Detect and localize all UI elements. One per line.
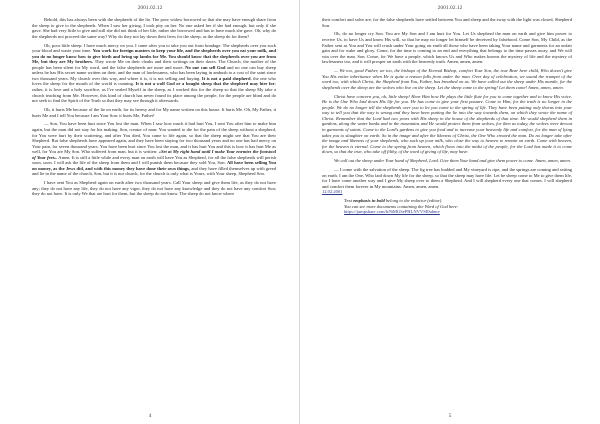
paragraph-text: and no one can buy sheep unless he has His secret name written on their, and the man of lawlessness, who has been laying in ambush to a cost of the saint since two thousand years. My church over this way, and where it is, it is not selling and buying. (32, 64, 276, 81)
page-header: 2001.02.12 (137, 5, 163, 11)
documents-link[interactable]: https://jumpshare.com/b/8tMGSePHLNVVSI0ubmv (344, 209, 440, 215)
paragraph-text: , the one who loves the sheep for the mouth of the world is cunning. (32, 75, 276, 87)
paragraph-text: — I come with the salvation of the sheep. The fig tree has budded and My vineyard is ripe, and the springs are coming and setting on earth. I am the One, Who laid down My life for the sheep, so that the sheep may have life. Let be sheep come to Me to give them life, for I have come another way and I give My sheep over to them a Shepherd. And I will shepherd every one that comes. I will shepherd and comfort them forever in My mountains. Amen, amen, amen. (322, 167, 572, 189)
paragraph-text: — Son, You have been hurt since You lost the man. When I saw how much it had hurt You, I sent You after him to make him again, but the man did not stay for his making. Son, creator of man: You wanted to die for the pain of the sheep without a shepherd, for You were hurt by their scattering, and after You died, You came to life again, so that the sheep might see that You are their Shepherd. But false shepherds have appeared again, and they have been staying for two thousand years and no one has had mercy on Your pain, for seven thousand years. You have been hurt since You lost the man, and it has hurt You and this is how it has hurt Me as well, for You are My Son. Who suffered from man, but it is written: (32, 121, 276, 155)
bold-passage: No one can sell God (185, 64, 226, 70)
paragraph: Behold, this has always been with the shepherds of the lie. The poor widow borrowed so that she may have enough share from the sheep to give to the shepherds. When I saw her giving, I took pity on her. No one asked her if she had enough, but only if she gave. She had very little to give and still she did not think of her life, rather she borrowed and has to have much she gave. Oh, why do the shepherds not proceed the same way? Why do they not lay down their lives for the sheep, as the sheep do for them? (32, 17, 276, 39)
paragraph-text: and they have filled themselves up with greed and lie in the name of the church, Son, but it is not church, for the church is only what is Yours, with Your sheep, Shepherd Son. (32, 165, 276, 177)
paragraph-text: Amen. It is still a little while and every man on earth will have You as Shepherd, for all the false shepherds will perish soon, soon. I will ask the life of the sheep from them and I will punish them because they sold You, Son. (32, 154, 276, 166)
editor-note: You can see more documents containing the Word of God here: (344, 203, 459, 209)
paragraph-text: They wrote Me on their cloaks and their writings on their doors. The Church, the mother of the people has been silent for My word, and the false shepherds are more and more. (32, 59, 276, 70)
paragraph: We call out the sheep under Your hand of Shepherd, Lord. Give them Your hand and give them power to come. Amen, amen, amen. (334, 158, 571, 164)
bold-passage: It is not a paid shepherd (201, 75, 251, 81)
paragraph: Oh, do no longer cry Son. You are My Son and I am hurt for You. Let Us shepherd the man on earth and give him power to receive Us, to have Us and know His will, so that he may no longer let himself be deceived by falsehood. Come Son, My Child, as the Father sent as You and You will crush under Your going on earth all those who have been taking Your name and garments for an unfair gain and for wake and glory. Come, for the time is coming to an end and everything that belongs to the time passes away, and We will win over the man. Son. Come, for We have a people, which knows Us and Who makes known the mystery of life and the mystery of lawlessness too, and it will prosper on earth with the heavenly truth. Amen, amen, amen. (322, 31, 572, 65)
date-link[interactable]: 12.02.2001 (322, 189, 343, 195)
bold-passage: «Set at My right hand until I make Your enemies the footstool of Your feet». (32, 149, 276, 160)
paragraph: — We too, good Father, we too, the bishops of the Eternal Bishop, comfort Your Son, the true Bear here child, Who doesn't give You His entire inheritance when He is quite a reason falls from under the man. Over day of celebration, we sound the trumpet of the word too, with which Christ, the Shepherd from You, Father, has breathed on us. We have called out the sheep under His mantle, for the shepherds over the sheep are the wolves who live on the sheep. Let the sheep come to the spring! Let them come! Amen, amen, amen. (322, 68, 572, 90)
paragraph (32, 121, 276, 176)
page-header: 2001.02.12 (437, 5, 463, 11)
paragraph: Oh, it hurts Me because of the lie on earth, for its heresy and for My name written on this house. It hurts Me. Oh, My Father, it hurts Me and I tell You because I am Your Son: it hurts Me, Father! (32, 106, 276, 118)
page-number: 5 (448, 413, 452, 419)
page-number: 4 (148, 413, 152, 419)
editor-note (344, 209, 572, 215)
paragraph-text: ; rather, it is love and a holy sacrifice, as I've sealed Myself in the sheep, as I worked this for the sheep so that the sheep My take a church teaching from Me. However, this kind of church has never found its place among the people, for the people are blind and do not seek to find the Spirit of the Truth so that they may see through it afterwards. (32, 81, 276, 104)
paragraph-text: Oh, poor little sheep. I have much mercy on you. I came after you to take you out from bondage. The shepherds over you suck your blood and waste your time. (32, 42, 276, 54)
bold-passage: All have been selling You on money, as the Jews did, and with this money they have done their own things, (32, 160, 276, 171)
paragraph: I have sent You as Shepherd again on earth after two thousand years. Call Your sheep and give them life, as they do not have any; they do not have any life, they do not have any vigor, they do not have any knowledge and they do not have any comfort Son; they do not have. It is only We that are hurt for them, but the sheep do not know. The sheep do not know where (32, 180, 276, 197)
paragraph: Christ have concern you, oh, little sheep! Hear Him how He plays the little flute for you to come together and to know His voice. He is the One Who laid down His life for you. He has come to give your first pasture. Come to Him, for the truth is no longer in the people. We do no longer tell the shepherds over you to let you come to the spring of life. They have been putting only thorns into your way to tell you that the way is wrong and they have been putting the lie into the way towards them, on which they wrote the name of Christ. Remember that the Lord had two years with His sheep in the house of the shepherds of that time. He would shepherd them in gardens, along the water banks and in the mountains and He would protect them from wolves, for then as today, the wolves were devout in garments of saints. Come to the Lord's gardens to give you food and to increase your heavenly life and comfort, for the man of lying takes you to slaughter on earth. So in the image and after the likeness of Christ, the One Who created the man. Do no longer take after the image and likeness of your shepherds, who suck up your milk, who close the way to heaven to remain on earth. Come with heaven, for the heaven is eternal. Come to the spring from heaven, which flows into the midst of the people, for the Lord has made it to come down, so that the true, who take off filthy, of the word of giving of life, may have. (322, 93, 572, 155)
note-text: Text (344, 198, 354, 204)
note-text: belong to the redactor (editor). (384, 198, 443, 204)
page-right (300, 0, 600, 424)
bold-passage: It is not a wolf God or a bought sheep that the shepherd may hire for (135, 81, 275, 87)
page-body (322, 17, 572, 215)
paragraph (32, 43, 276, 104)
note-emphasis: emphasis in bold (353, 198, 385, 204)
page-body (32, 17, 276, 200)
bold-passage: You work for foreign masters to keep your life, and the shepherds over you eat your milk, and you do no longer know how to give birth and bring up lambs for Me. You should know that the shepherds over you are from Me, but they are My brothers. (32, 48, 276, 65)
paragraph (322, 167, 572, 195)
paragraph: their comfort and salve are, for the false shepherds have settled between You and sheep and the sway with the light was closed, Shepherd Son. (322, 17, 572, 28)
